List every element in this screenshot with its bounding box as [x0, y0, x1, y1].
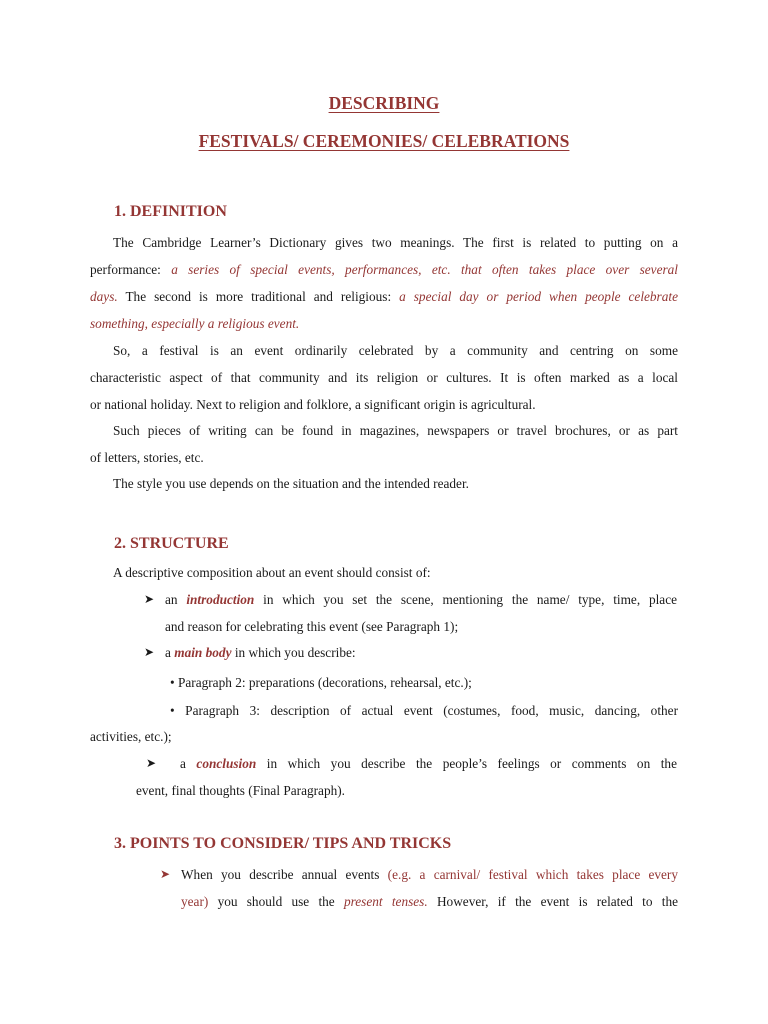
- sub-list-item-continuation: activities, etc.);: [90, 729, 172, 744]
- sub-list-item: • Paragraph 3: description of actual event (costumes, food, music, dancing, other: [170, 703, 678, 718]
- definition-line: performance: a series of special events, performances, etc. that often takes place over several: [90, 262, 678, 277]
- paragraph-line: The style you use depends on the situation and the intended reader.: [113, 476, 469, 491]
- paragraph-line: So, a festival is an event ordinarily celebrated by a community and centring on some: [113, 343, 678, 358]
- list-item-continuation: year) you should use the present tenses. However, if the event is related to the: [181, 894, 678, 909]
- document-title: DESCRIBING: [328, 93, 440, 113]
- list-item-continuation: and reason for celebrating this event (see Paragraph 1);: [165, 619, 459, 634]
- arrow-bullet-icon: ➤: [160, 867, 171, 881]
- paragraph-line: or national holiday. Next to religion and folklore, a significant origin is agricultural.: [90, 397, 536, 412]
- arrow-bullet-icon: ➤: [146, 756, 157, 770]
- structure-intro: A descriptive composition about an event should consist of:: [113, 565, 431, 580]
- heading-definition: 1. DEFINITION: [114, 203, 227, 220]
- arrow-bullet-icon: ➤: [144, 592, 155, 606]
- heading-structure: 2. STRUCTURE: [114, 535, 229, 552]
- sub-list-item: • Paragraph 2: preparations (decorations, rehearsal, etc.);: [170, 675, 472, 690]
- list-item: a main body in which you describe:: [165, 645, 356, 660]
- document-subtitle: FESTIVALS/ CEREMONIES/ CELEBRATIONS: [198, 131, 570, 151]
- list-item: a conclusion in which you describe the people’s feelings or comments on the: [180, 756, 677, 771]
- definition-line: something, especially a religious event.: [90, 316, 300, 331]
- paragraph-line: characteristic aspect of that community and its religion or cultures. It is often marked as a local: [90, 370, 678, 385]
- paragraph-line: of letters, stories, etc.: [90, 450, 204, 465]
- heading-tips: 3. POINTS TO CONSIDER/ TIPS AND TRICKS: [114, 835, 452, 852]
- list-item: an introduction in which you set the scene, mentioning the name/ type, time, place: [165, 592, 677, 607]
- arrow-bullet-icon: ➤: [144, 645, 155, 659]
- definition-line: The Cambridge Learner’s Dictionary gives two meanings. The first is related to putting on a: [113, 235, 678, 250]
- definition-line: days. The second is more traditional and religious: a special day or period when people celebrate: [90, 289, 678, 304]
- paragraph-line: Such pieces of writing can be found in magazines, newspapers or travel brochures, or as part: [113, 423, 678, 438]
- list-item-continuation: event, final thoughts (Final Paragraph).: [136, 783, 346, 798]
- list-item: When you describe annual events (e.g. a carnival/ festival which takes place every: [181, 867, 678, 882]
